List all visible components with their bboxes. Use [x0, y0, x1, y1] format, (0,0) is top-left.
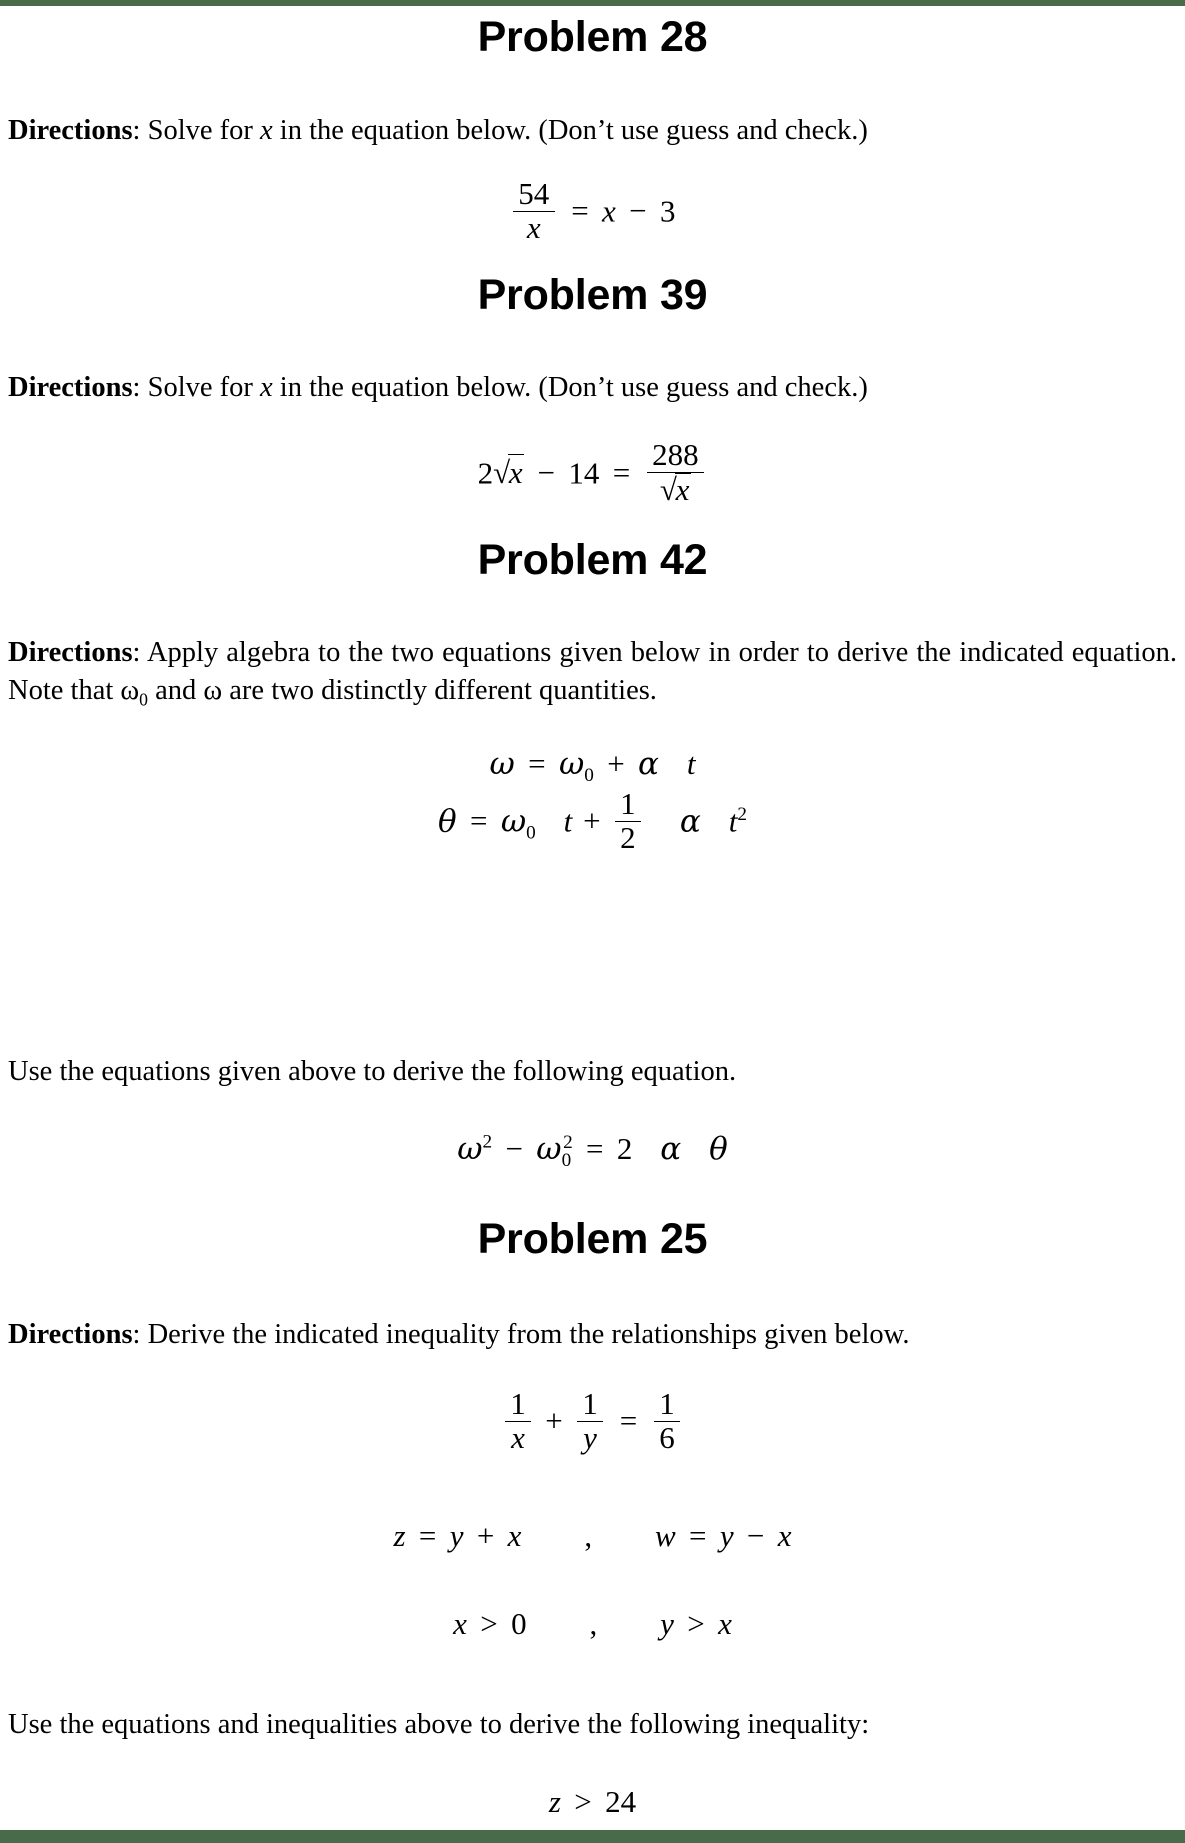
problem-39-title: Problem 39 [477, 271, 708, 319]
rhs-constant: 3 [659, 193, 676, 229]
equals-sign: = [689, 1518, 707, 1553]
problem-39-equation-wrap [8, 439, 1177, 506]
minus-sign: − [505, 1131, 523, 1166]
worksheet-content [0, 6, 1185, 1830]
minus-sign: − [746, 1518, 765, 1553]
omega-subscript: 0 [526, 822, 536, 844]
omega-subscript: 0 [139, 690, 148, 711]
problem-25-directions [8, 1316, 1177, 1354]
fraction-numerator: 1 [510, 1386, 526, 1421]
plus-sign: + [545, 1403, 563, 1439]
problem-39-directions-wrap [8, 369, 1177, 407]
time-variable: t [686, 746, 696, 781]
fraction-numerator: 1 [620, 786, 636, 821]
radicand: x [508, 455, 523, 491]
omega-zero-inline: $\omega_0$ [120, 675, 148, 711]
equals-sign: = [612, 455, 631, 491]
problem-42-directions-wrap [8, 634, 1177, 711]
problem-42-equations-wrap [8, 746, 1177, 854]
problem-28-title: Problem 28 [477, 13, 708, 61]
problem-39-title-wrap [8, 271, 1177, 319]
x-variable: x [718, 1606, 732, 1641]
y-variable: y [719, 1518, 734, 1553]
plus-sign: + [607, 746, 625, 781]
omega-zero: ω [558, 746, 585, 782]
rhs-variable: x [602, 193, 616, 229]
problem-25-title-wrap [8, 1215, 1177, 1263]
bottom-accent-bar [0, 1830, 1185, 1843]
omega-zero: ω [536, 1131, 562, 1167]
problem-28-equation-wrap [8, 178, 1177, 244]
problem-25-followup-wrap [8, 1706, 1177, 1744]
equation-omega [8, 746, 1177, 787]
problem-42-title-wrap [8, 536, 1177, 584]
equation-theta [8, 788, 1177, 854]
radical-sign: √ [493, 455, 511, 491]
omega: ω [457, 1131, 483, 1167]
fraction-numerator: 1 [659, 1386, 675, 1421]
directions-label: Directions [8, 372, 133, 403]
equals-sign: = [528, 746, 546, 781]
equals-sign: = [619, 1403, 638, 1439]
exponent: 2 [482, 1131, 493, 1153]
time-variable: t [563, 803, 573, 839]
minus-sign: − [537, 455, 556, 491]
coefficient: 2 [477, 455, 494, 491]
comma-separator: , [584, 1518, 593, 1553]
fraction-denominator: 2 [615, 821, 642, 855]
omega-lhs: ω [489, 746, 515, 782]
problem-28-directions-wrap [8, 112, 1177, 150]
directions-label: Directions [8, 1319, 133, 1350]
fraction-one-six [654, 1388, 681, 1454]
problem-25-target-wrap [8, 1784, 1177, 1820]
problem-25-eq3-wrap [8, 1606, 1177, 1642]
exponent: 2 [563, 1131, 573, 1153]
fraction-288-sqrtx [647, 439, 705, 506]
omega-subscript: 0 [561, 1150, 572, 1172]
problem-42-target-wrap [8, 1131, 1177, 1172]
radical-sign: √ [659, 471, 677, 507]
fraction-denominator: x [513, 211, 555, 245]
fraction-one-x [505, 1388, 532, 1454]
fraction-numerator: 288 [652, 437, 699, 472]
greater-than-sign: > [687, 1606, 705, 1641]
directions-label: Directions [8, 637, 133, 668]
problem-42-followup-wrap [8, 1053, 1177, 1091]
alpha: α [679, 803, 701, 840]
target-value: 24 [605, 1784, 637, 1819]
coefficient-two: 2 [616, 1131, 633, 1166]
problem-42-followup: Use the equations given above to derive the following equation. [8, 1056, 737, 1087]
problem-25-followup: Use the equations and inequalities above to derive the following inequality: [8, 1709, 870, 1740]
zero-constant: 0 [511, 1606, 527, 1641]
alpha: α [660, 1131, 682, 1167]
problem-25-title: Problem 25 [477, 1215, 708, 1263]
problem-42-directions [8, 634, 1177, 711]
equation-54-over-x [8, 178, 1177, 244]
fraction-one-half [615, 788, 642, 854]
equation-omega-squared [8, 1131, 1177, 1172]
equals-sign: = [586, 1131, 604, 1166]
equals-sign: = [418, 1518, 437, 1553]
z-variable: z [393, 1518, 406, 1553]
x-variable: x [453, 1606, 467, 1641]
directions-label: Directions [8, 115, 133, 146]
sqrt-x [493, 454, 524, 491]
inequalities-constraints [8, 1606, 1177, 1642]
equation-sqrt-x [8, 439, 1177, 506]
problem-28-title-wrap [8, 13, 1177, 61]
directions-text: : Solve for x in the equation below. (Don’t use guess and check.) [132, 372, 868, 403]
minus-sign: − [629, 193, 647, 229]
greater-than-sign: > [574, 1784, 592, 1819]
problem-25-eq1-wrap [8, 1388, 1177, 1454]
radicand: x [675, 471, 690, 507]
problem-42-title: Problem 42 [477, 536, 708, 584]
alpha: α [638, 746, 659, 782]
sqrt-x-denominator [660, 473, 691, 507]
greater-than-sign: > [480, 1606, 498, 1641]
problem-25-eq2-wrap [8, 1518, 1177, 1554]
equation-z-w-definitions [8, 1518, 1177, 1554]
problem-28-directions [8, 112, 1177, 150]
omega-subscript: 0 [584, 765, 594, 787]
problem-39-directions [8, 369, 1177, 407]
omega-zero: ω [500, 803, 527, 840]
fraction-denominator: x [505, 1421, 532, 1455]
constant-14: 14 [568, 455, 600, 491]
directions-text: : Derive the indicated inequality from the relationships given below. [132, 1319, 910, 1350]
fraction-one-y [577, 1388, 604, 1454]
equation-reciprocals [8, 1388, 1177, 1454]
fraction-54-x [513, 178, 555, 244]
fraction-denominator: 6 [654, 1421, 681, 1455]
directions-text: : Apply algebra to the two equations given below in order to derive the indicated equation. Note that $\omega_0$ and ω are two distinctly different quantities. [8, 637, 1177, 711]
fraction-denominator [647, 472, 705, 507]
x-variable: x [777, 1518, 792, 1553]
problem-25-directions-wrap [8, 1316, 1177, 1354]
fraction-numerator: 1 [582, 1386, 598, 1421]
w-variable: w [654, 1518, 676, 1553]
theta: θ [709, 1131, 728, 1167]
equals-sign: = [470, 803, 488, 839]
directions-text: : Solve for x in the equation below. (Don’t use guess and check.) [132, 115, 868, 146]
inequality-z-greater-24 [8, 1784, 1177, 1820]
plus-sign: + [583, 803, 601, 839]
omega-inline: ω [203, 675, 223, 707]
x-variable: x [507, 1518, 522, 1553]
equals-sign: = [571, 193, 589, 229]
fraction-numerator: 54 [518, 176, 550, 211]
time-variable: t [728, 803, 738, 839]
fraction-denominator: y [577, 1421, 604, 1455]
theta-lhs: θ [438, 803, 457, 840]
comma-separator: , [589, 1606, 598, 1641]
exponent: 2 [737, 804, 747, 826]
y-variable: y [660, 1606, 674, 1641]
plus-sign: + [476, 1518, 495, 1553]
y-variable: y [449, 1518, 464, 1553]
z-variable: z [548, 1784, 561, 1819]
